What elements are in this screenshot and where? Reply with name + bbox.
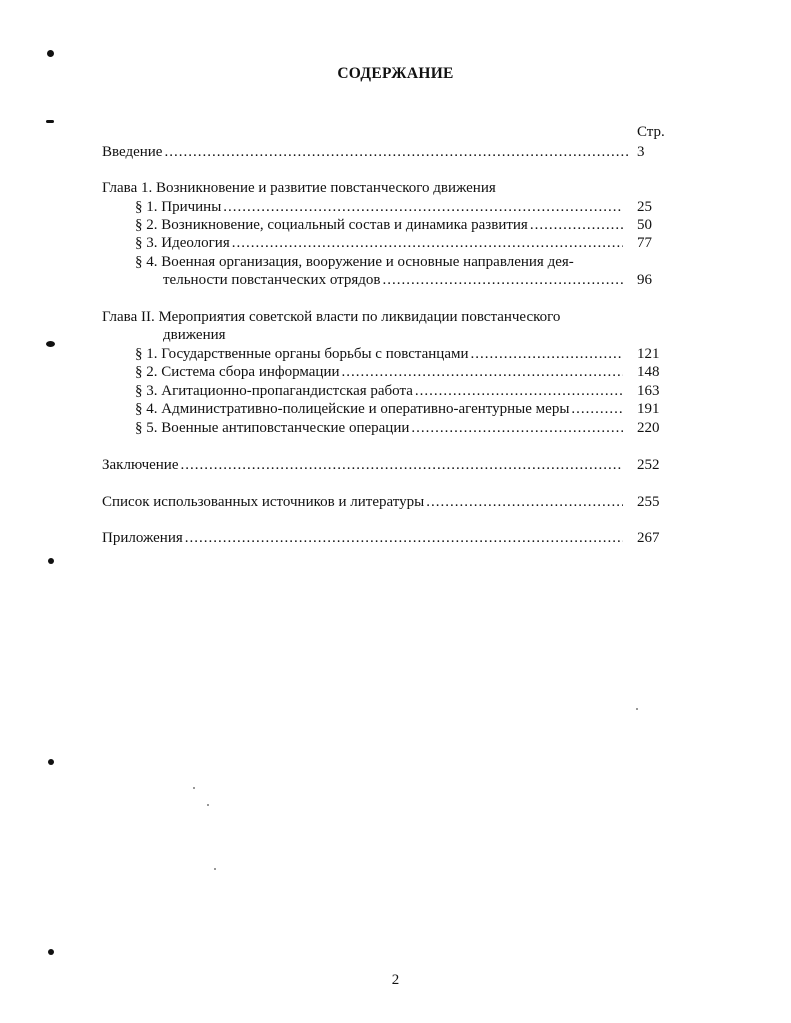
toc-page-number: 121 xyxy=(637,346,660,362)
page-column-header: Стр. xyxy=(637,124,665,140)
toc-label: § 3. Агитационно-пропагандистская работа xyxy=(135,383,413,399)
toc-page-number: 77 xyxy=(637,235,652,251)
toc-entry-intro[interactable] xyxy=(102,143,630,161)
toc-entry-appendix[interactable] xyxy=(102,529,625,547)
toc-label: § 5. Военные антиповстанческие операции xyxy=(135,420,410,436)
toc-entry-sources[interactable] xyxy=(102,493,625,511)
leader-dots xyxy=(342,363,623,381)
toc-label: § 2. Система сбора информации xyxy=(135,364,340,380)
binder-hole-mark xyxy=(48,558,54,564)
toc-entry-section[interactable] xyxy=(135,363,625,381)
toc-entry-section[interactable] xyxy=(163,271,625,289)
toc-label: § 2. Возникновение, социальный состав и динамика развития xyxy=(135,217,528,233)
leader-dots xyxy=(232,234,623,252)
toc-entry-section[interactable] xyxy=(135,382,625,400)
leader-dots xyxy=(471,345,623,363)
chapter-heading[interactable]: Глава 1. Возникновение и развитие повстанческого движения xyxy=(102,180,496,196)
scan-speck xyxy=(214,868,216,870)
toc-entry-section[interactable] xyxy=(135,216,625,234)
chapter-heading[interactable]: Глава II. Мероприятия советской власти по ликвидации повстанческого xyxy=(102,309,561,325)
binder-hole-mark xyxy=(48,759,54,765)
leader-dots xyxy=(415,382,623,400)
toc-page-number: 96 xyxy=(637,272,652,288)
scan-speck xyxy=(636,708,638,710)
leader-dots xyxy=(181,456,624,474)
toc-page-number: 3 xyxy=(637,144,645,160)
binder-hole-mark xyxy=(47,50,54,57)
leader-dots xyxy=(571,400,623,418)
toc-entry-section[interactable] xyxy=(135,234,625,252)
leader-dots xyxy=(164,143,628,161)
page-number: 2 xyxy=(391,972,400,988)
toc-page-number: 148 xyxy=(637,364,660,380)
toc-page-number: 252 xyxy=(637,457,660,473)
toc-label: Список использованных источников и литературы xyxy=(102,494,425,510)
toc-label: § 4. Административно-полицейские и оперативно-агентурные меры xyxy=(135,401,570,417)
leader-dots xyxy=(383,271,624,289)
toc-label: тельности повстанческих отрядов xyxy=(163,272,381,288)
leader-dots xyxy=(223,198,623,216)
chapter-heading-continued: движения xyxy=(163,327,226,343)
toc-entry-section[interactable] xyxy=(135,345,625,363)
toc-label: § 3. Идеология xyxy=(135,235,230,251)
toc-label: Заключение xyxy=(102,457,179,473)
toc-label: § 1. Государственные органы борьбы с повстанцами xyxy=(135,346,469,362)
leader-dots xyxy=(530,216,623,234)
toc-label: Введение xyxy=(102,144,163,160)
toc-page-number: 191 xyxy=(637,401,660,417)
toc-label: Приложения xyxy=(102,530,183,546)
page-title: СОДЕРЖАНИЕ xyxy=(337,65,454,82)
toc-page-number: 25 xyxy=(637,199,652,215)
scan-speck xyxy=(193,787,195,789)
binder-hole-mark xyxy=(48,949,54,955)
scan-speck xyxy=(207,804,209,806)
toc-entry-conclusion[interactable] xyxy=(102,456,625,474)
toc-label: § 1. Причины xyxy=(135,199,222,215)
binder-hole-mark xyxy=(46,120,54,123)
toc-page-number: 163 xyxy=(637,383,660,399)
leader-dots xyxy=(426,493,623,511)
toc-entry-section[interactable] xyxy=(135,419,625,437)
toc-page-number: 267 xyxy=(637,530,660,546)
toc-entry-section[interactable] xyxy=(135,400,625,418)
toc-page-number: 50 xyxy=(637,217,652,233)
toc-page-number: 220 xyxy=(637,420,660,436)
toc-entry-section[interactable] xyxy=(135,198,625,216)
toc-page-number: 255 xyxy=(637,494,660,510)
leader-dots xyxy=(411,419,623,437)
binder-hole-mark xyxy=(46,341,55,347)
toc-label-line1[interactable]: § 4. Военная организация, вооружение и основные направления дея- xyxy=(135,254,574,270)
leader-dots xyxy=(185,529,623,547)
